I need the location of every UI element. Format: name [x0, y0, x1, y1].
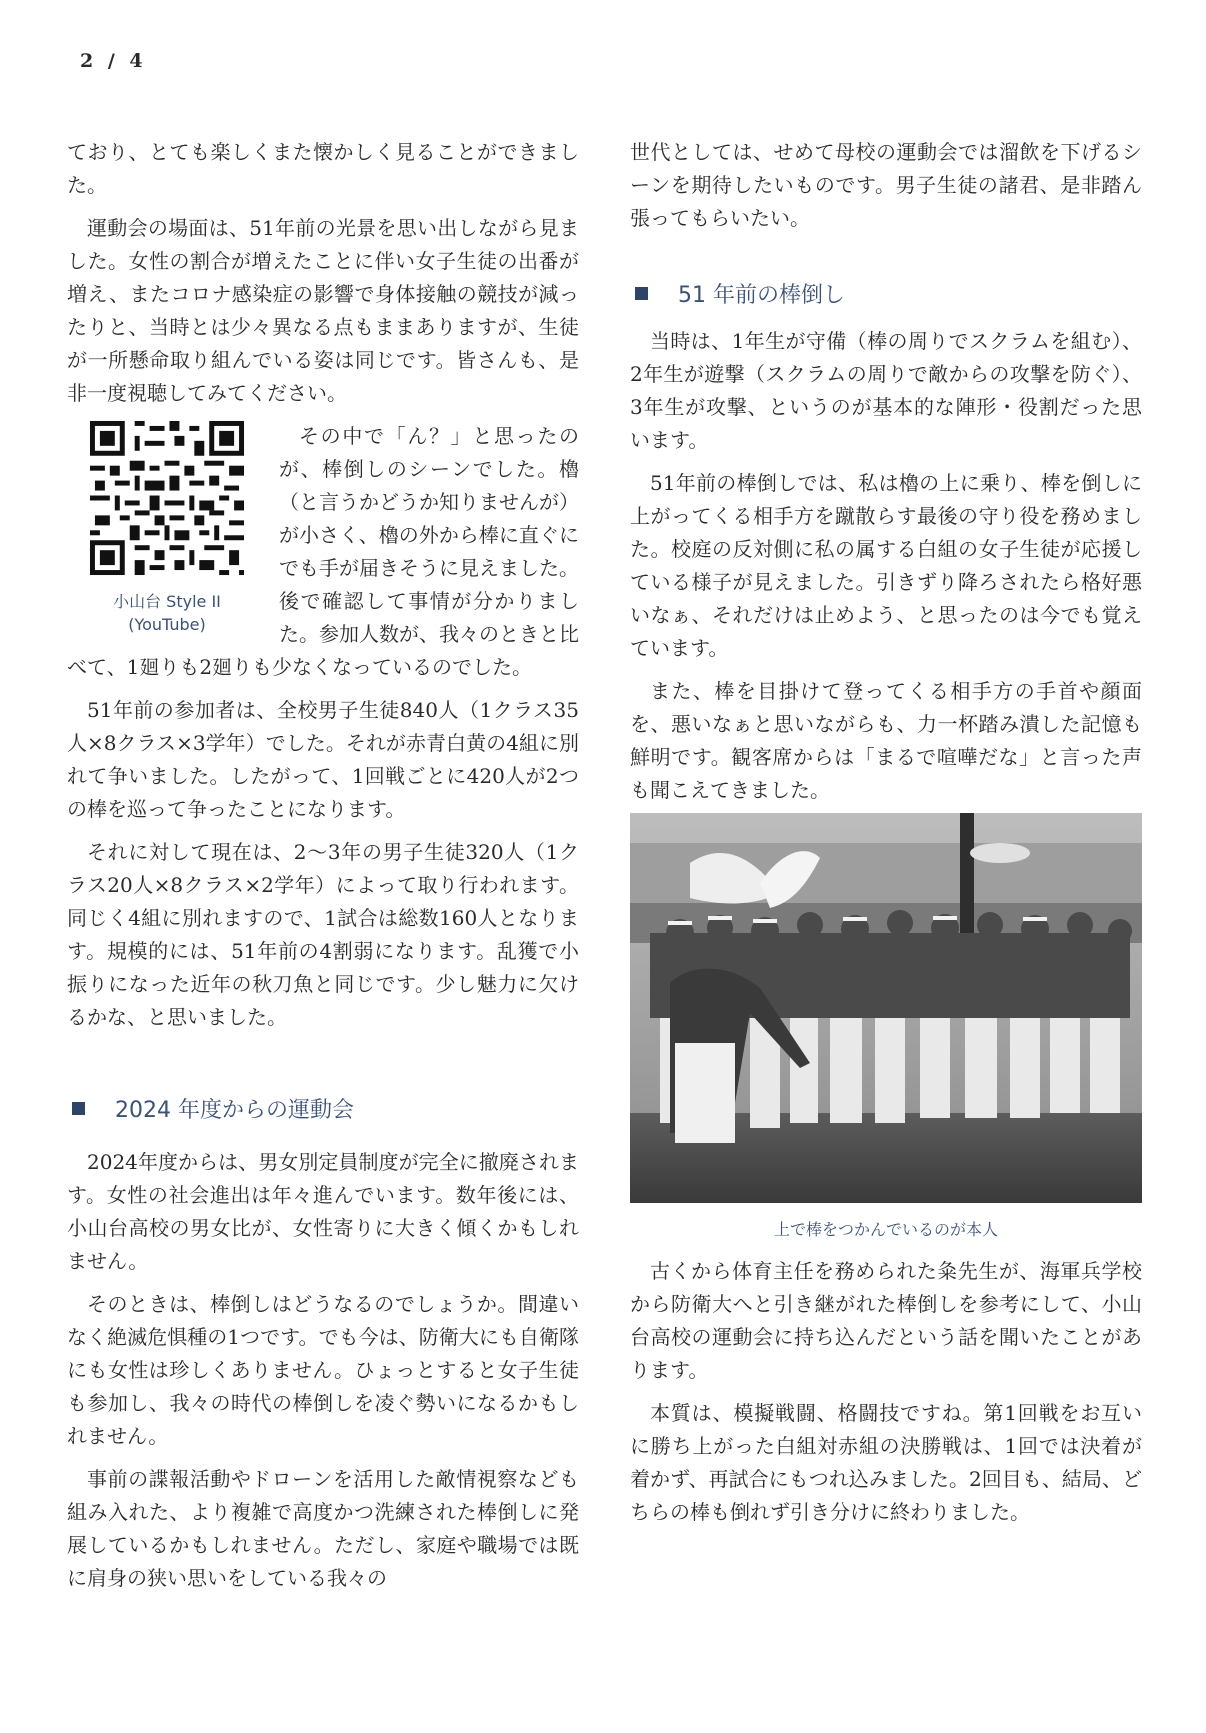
qr-code-image[interactable]: [85, 416, 249, 580]
paragraph: 51年前の棒倒しでは、私は櫓の上に乗り、棒を倒しに上がってくる相手方を蹴散らす最後の守り役を務めました。校庭の反対側に私の属する白組の女子生徒が応援している様子が見えました。引きずり降ろされたら格好悪いなぁ、それだけは止めよう、と思ったのは今でも覚えています。: [630, 471, 1142, 660]
section-heading: [67, 1088, 579, 1128]
paragraph: 当時は、1年生が守備（棒の周りでスクラムを組む）、2年生が遊撃（スクラムの周りで敵からの攻撃を防ぐ）、3年生が攻撃、というのが基本的な陣形・役割だった思います。: [630, 329, 1142, 452]
paragraph: 古くから体育主任を務められた粂先生が、海軍兵学校から防衛大へと引き継がれた棒倒しを参考にして、小山台高校の運動会に持ち込んだという話を聞いたことがあります。: [630, 1259, 1142, 1382]
section-heading: [630, 273, 1142, 313]
paragraph: 運動会の場面は、51年前の光景を思い出しながら見ました。女性の割合が増えたことに伴い女子生徒の出番が増え、またコロナ感染症の影響で身体接触の競技が減ったりと、当時とは少々異なる点もままありますが、生徒が一所懸命取り組んでいる姿は同じです。皆さんも、是非一度視聴してみてください。: [67, 216, 579, 405]
bou-taoshi-photo: [630, 813, 1142, 1203]
paragraph: 事前の諜報活動やドローンを活用した敵情視察なども組み入れた、より複雑で高度かつ洗練された棒倒しに発展しているかもしれません。ただし、家庭や職場では既に肩身の狭い思いをしている我々の: [67, 1467, 579, 1590]
right-column: [630, 136, 1142, 1529]
paragraph: また、棒を目掛けて登ってくる相手方の手首や顔面を、悪いなぁと思いながらも、力一杯踏み潰した記憶も鮮明です。観客席からは「まるで喧嘩だな」と言った声も聞こえてきました。: [630, 679, 1142, 802]
qr-caption-line2: (YouTube): [128, 615, 206, 634]
section-heading-text: 51 年前の棒倒し: [678, 282, 845, 308]
paragraph: 本質は、模擬戦闘、格闘技ですね。第1回戦をお互いに勝ち上がった白組対赤組の決勝戦は、1回では決着が着かず、再試合にもつれ込みました。2回目も、結局、どちらの棒も倒れず引き分けに終わりました。: [630, 1401, 1142, 1524]
qr-caption-line1: 小山台 Style II: [113, 592, 221, 611]
paragraph: それに対して現在は、2～3年の男子生徒320人（1クラス20人×8クラス×2学年）によって取り行われます。同じく4組に別れますので、1試合は総数160人となります。規模的には、51年前の4割弱になります。乱獲で小振りになった近年の秋刀魚と同じです。少し魅力に欠けるかな、と思いました。: [67, 840, 579, 1029]
left-column: [67, 136, 579, 1595]
paragraph: その中で「ん？」と思ったのが、棒倒しのシーンでした。櫓（と言うかどうか知りませんが）が小さく、櫓の外から棒に直ぐにでも手が届きそうに見えました。後で確認して事情が分かりました。参加人数が、我々のときと比べて、1廻りも2廻りも少なくなっているのでした。: [67, 424, 579, 679]
square-bullet-icon: [635, 287, 648, 300]
section-heading-text: 2024 年度からの運動会: [115, 1097, 354, 1123]
page-number: 2 / 4: [80, 50, 147, 72]
photo-caption: 上で棒をつかんでいるのが本人: [773, 1220, 998, 1239]
paragraph: そのときは、棒倒しはどうなるのでしょうか。間違いなく絶滅危惧種の1つです。でも今は、防衛大にも自衛隊にも女性は珍しくありません。ひょっとすると女子生徒も参加し、我々の時代の棒倒しを凌ぐ勢いになるかもしれません。: [67, 1292, 579, 1448]
paragraph: 51年前の参加者は、全校男子生徒840人（1クラス35人×8クラス×3学年）でした。それが赤青白黄の4組に別れて争いました。したがって、1回戦ごとに420人が2つの棒を巡って争ったことになります。: [67, 698, 579, 821]
paragraph: 世代としては、せめて母校の運動会では溜飲を下げるシーンを期待したいものです。男子生徒の諸君、是非踏ん張ってもらいたい。: [630, 140, 1142, 230]
paragraph: ており、とても楽しくまた懐かしく見ることができました。: [67, 140, 579, 197]
qr-code-block: [67, 416, 267, 636]
square-bullet-icon: [72, 1102, 85, 1115]
paragraph: 2024年度からは、男女別定員制度が完全に撤廃されます。女性の社会進出は年々進んでいます。数年後には、小山台高校の男女比が、女性寄りに大きく傾くかもしれません。: [67, 1150, 579, 1273]
